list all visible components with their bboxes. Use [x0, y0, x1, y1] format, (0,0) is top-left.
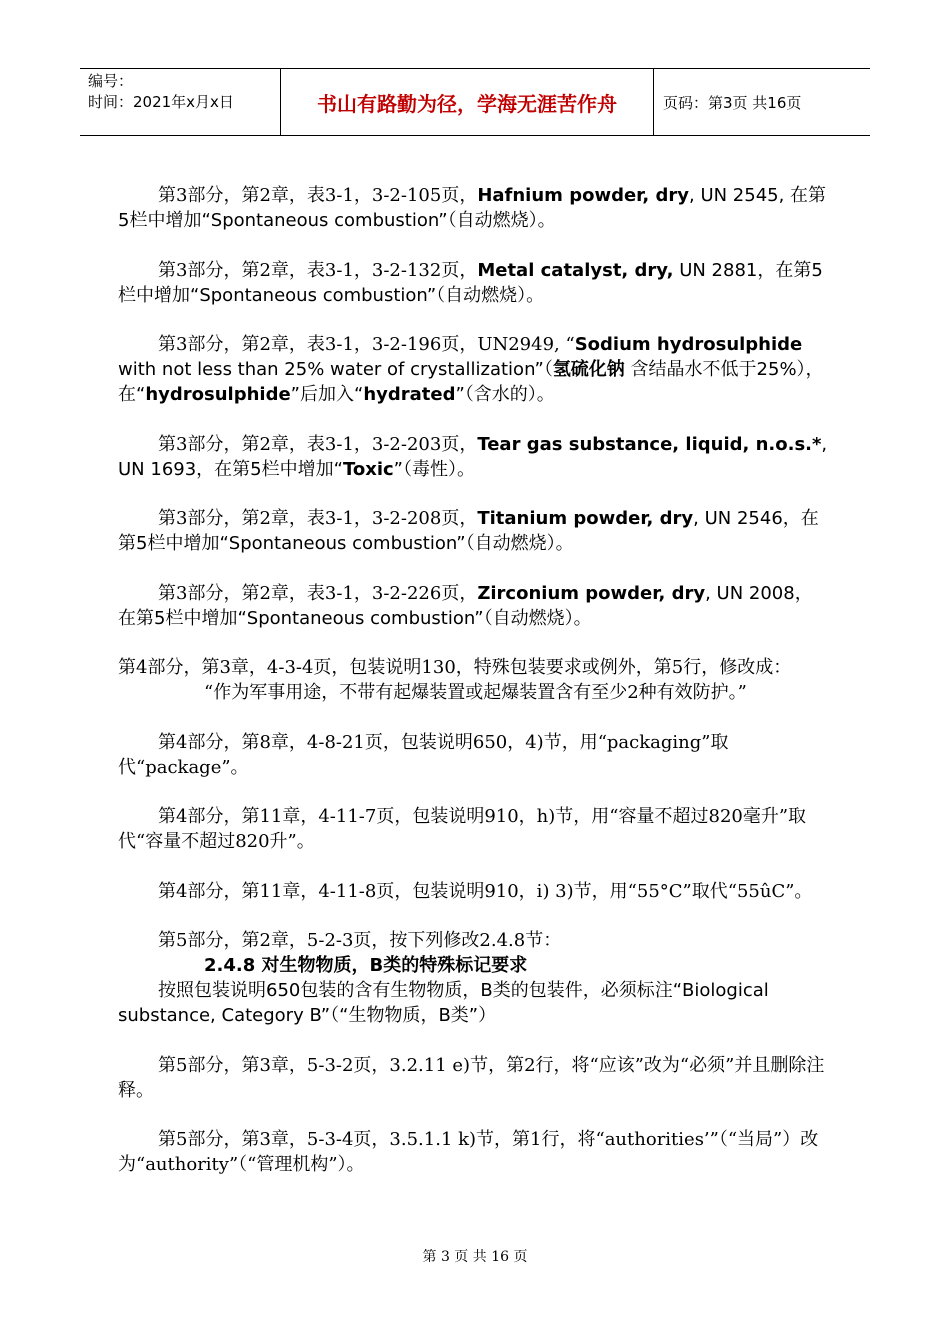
- document-body: [118, 183, 830, 1202]
- paragraph-3: [118, 332, 830, 407]
- text: 第3部分，第2章，表3-1，3-2-226页，: [158, 582, 478, 604]
- text: UN 2881，在第5栏中增加“Spontaneous combustion”（自动燃烧）。: [118, 259, 823, 306]
- bold-term: Tear gas substance, liquid, n.o.s.*: [477, 433, 822, 455]
- text: 第3部分，第2章，表3-1，3-2-203页，: [158, 433, 478, 455]
- text: , UN 2546，在第5栏中增加“Spontaneous combustion”（自动燃烧）。: [118, 508, 819, 554]
- paragraph-4: [118, 432, 830, 482]
- bold-term: 氢硫化钠: [552, 359, 625, 380]
- text: 第3部分，第2章，表3-1，3-2-132页，: [158, 259, 478, 281]
- text: ”（含水的）。: [455, 384, 555, 405]
- text: , UN 2545, 在第5栏中增加“Spontaneous combustion”（自动燃烧）。: [118, 185, 827, 231]
- paragraph-8: 第4部分，第8章，4-8-21页，包装说明650，4)节，用“packaging”取代“package”。: [118, 731, 729, 778]
- paragraph-10: 第4部分，第11章，4-11-8页，包装说明910，i) 3)节，用“55°C”取代“55ûC”。: [158, 880, 813, 902]
- header-page-info: 页码：第3页 共16页: [663, 93, 802, 112]
- paragraph-1: [118, 183, 830, 233]
- text: 第3部分，第2章，表3-1，3-2-105页，: [158, 185, 478, 206]
- header-motto: 书山有路勤为径，学海无涯苦作舟: [281, 69, 654, 135]
- paragraph-5: [118, 506, 830, 556]
- header-meta: [80, 69, 281, 135]
- paragraph-11: 第5部分，第2章，5-2-3页，按下列修改2.4.8节：: [158, 930, 562, 951]
- text: 第3部分，第2章，表3-1，3-2-208页，: [158, 508, 478, 529]
- text: with not less than 25% water of crystallization”（: [118, 359, 553, 380]
- bold-term: Hafnium powder, dry: [477, 185, 689, 206]
- paragraph-13: 第5部分，第3章，5-3-4页，3.5.1.1 k)节，第1行，将“authorities’”（“当局”）改为“authority”（“管理机构”）。: [118, 1129, 819, 1175]
- number-label: 编号：: [88, 72, 134, 90]
- paragraph-9: 第4部分，第11章，4-11-7页，包装说明910，h)节，用“容量不超过820毫升”取代“容量不超过820升”。: [118, 806, 807, 852]
- bold-term: Zirconium powder, dry: [477, 582, 706, 604]
- text: ”后加入“: [290, 384, 364, 405]
- bold-term: Titanium powder, dry: [477, 508, 694, 529]
- text: , UN 2008，在第5栏中增加“Spontaneous combustion”（自动燃烧）。: [118, 582, 813, 629]
- bold-term: Metal catalyst, dry,: [477, 259, 674, 281]
- bold-term: hydrated: [363, 384, 456, 405]
- page-footer: 第 3 页 共 16 页: [422, 1249, 528, 1265]
- bold-term: hydrosulphide: [145, 384, 291, 405]
- bold-term: Sodium hydrosulphide: [574, 334, 803, 355]
- text: 含结晶水不低于25%），在“: [118, 359, 824, 405]
- paragraph-7: 第4部分，第3章，4-3-4页，包装说明130，特殊包装要求或例外，第5行，修改成：: [118, 657, 792, 678]
- section-heading: 2.4.8 对生物物质，B类的特殊标记要求: [204, 955, 528, 976]
- text: ”（毒性）。: [393, 458, 475, 480]
- text: , UN 1693，在第5栏中增加“: [118, 433, 828, 480]
- paragraph-12: 第5部分，第3章，5-3-2页，3.2.11 e)节，第2行，将“应该”改为“必须”并且删除注释。: [118, 1054, 825, 1101]
- bold-term: Toxic: [342, 458, 394, 480]
- paragraph-11-body: 按照包装说明650包装的含有生物物质，B类的包装件，必须标注“Biological substance, Category B”（“生物物质，B类”）: [118, 980, 769, 1026]
- paragraph-7-quote: “作为军事用途，不带有起爆装置或起爆装置含有至少2种有效防护。”: [204, 682, 747, 703]
- paragraph-6: [118, 581, 830, 631]
- text: 第3部分，第2章，表3-1，3-2-196页，UN2949, “: [158, 334, 575, 355]
- time-label: 时间：2021年x月x日: [88, 93, 234, 111]
- page-header: [80, 68, 870, 136]
- paragraph-2: [118, 258, 830, 308]
